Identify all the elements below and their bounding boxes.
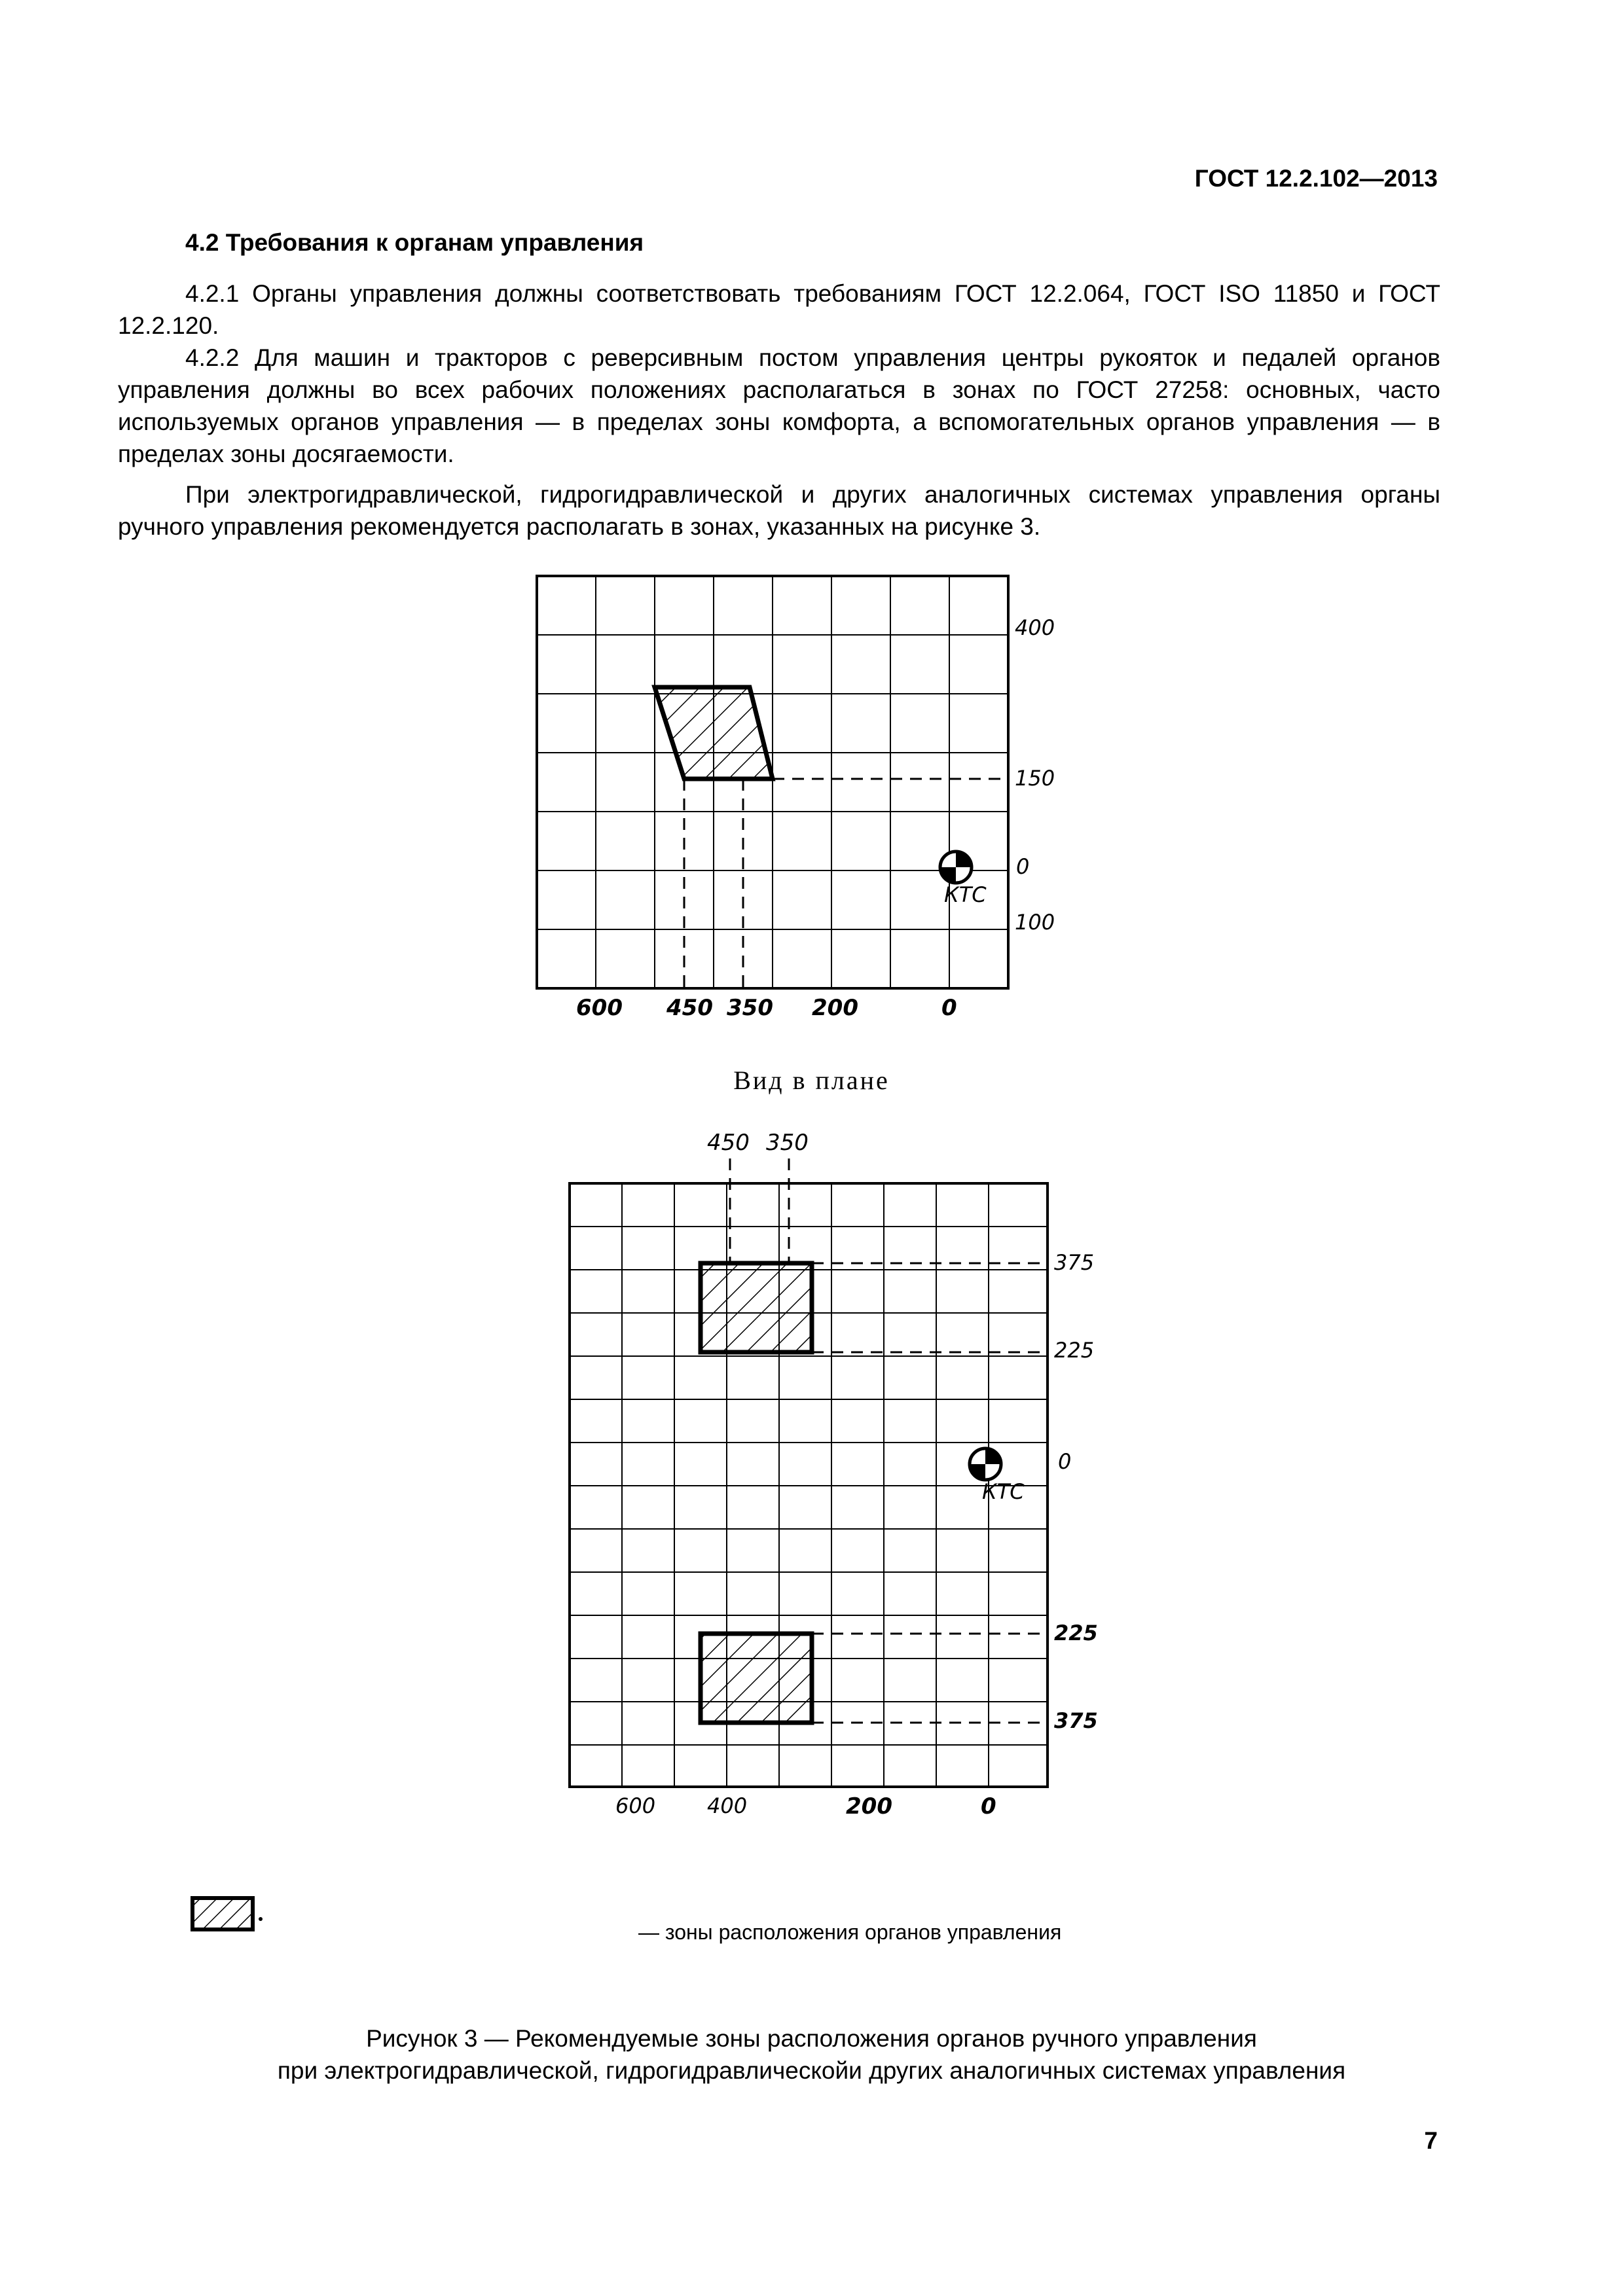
plan-bottom-label: 450	[666, 995, 713, 1021]
front-bottom-label: 200	[846, 1793, 892, 1820]
front-lower-hatched-zone	[701, 1634, 812, 1723]
ktc-center-marker	[970, 1448, 1001, 1480]
ktc-center-marker	[940, 852, 972, 883]
ktc-label: КТС	[944, 882, 987, 907]
plan-right-label: 100	[1015, 910, 1055, 935]
paragraph-hand-controls	[118, 478, 1440, 543]
front-top-label: 350	[766, 1130, 809, 1156]
paragraph-text: При электрогидравлической, гидрогидравлической и других аналогичных системах управления органы ручного управления рекомендуется располагать в зонах, указанных на рисунке 3.	[118, 481, 1440, 540]
section-heading: 4.2 Требования к органам управления	[185, 229, 644, 256]
paragraph-4-2-1	[118, 278, 1440, 342]
plan-bottom-label: 0	[941, 995, 957, 1021]
front-right-label: 0	[1058, 1449, 1072, 1474]
front-right-label: 375	[1054, 1250, 1095, 1275]
figure-front-view	[543, 1130, 1133, 1833]
plan-view-caption: Вид в плане	[733, 1066, 890, 1095]
front-bottom-label: 400	[707, 1793, 748, 1818]
plan-grid	[537, 576, 1008, 988]
page-number: 7	[1424, 2127, 1438, 2154]
paragraph-text: 4.2.1 Органы управления должны соответствовать требованиям ГОСТ 12.2.064, ГОСТ ISO 11850 и ГОСТ 12.2.120.	[118, 280, 1440, 339]
plan-hatched-zone	[655, 687, 773, 779]
plan-bottom-label: 200	[812, 995, 858, 1021]
plan-bottom-label: 350	[727, 995, 773, 1021]
front-view-drawing	[543, 1145, 1133, 1833]
figure-caption-line2: при электрогидравлической, гидрогидравлическойи других аналогичных системах управления	[277, 2057, 1346, 2084]
front-bottom-label: 600	[615, 1793, 656, 1818]
front-right-label: 375	[1054, 1708, 1098, 1733]
figure-plan-view	[511, 563, 1100, 1034]
figure-caption-line1: Рисунок 3 — Рекомендуемые зоны расположения органов ручного управления	[366, 2025, 1257, 2052]
legend-text: — зоны расположения органов управления	[638, 1920, 1062, 1944]
front-upper-hatched-zone	[701, 1263, 812, 1352]
legend-swatch	[190, 1892, 268, 1941]
ktc-label: КТС	[982, 1479, 1025, 1504]
paragraph-4-2-2	[118, 342, 1440, 470]
front-top-label: 450	[707, 1130, 750, 1156]
front-right-label: 225	[1054, 1338, 1095, 1363]
plan-right-label: 150	[1015, 766, 1055, 791]
paragraph-text: 4.2.2 Для машин и тракторов с реверсивным постом управления центры рукояток и педалей органов управления должны во всех рабочих положениях располагаться в зонах по ГОСТ 27258: основных, часто используемых органов управления — в пределах зоны комфорта, а вспомогательных органов управления — в пределах зоны досягаемости.	[118, 344, 1440, 467]
plan-right-label: 0	[1016, 854, 1030, 879]
document-header: ГОСТ 12.2.102—2013	[1194, 165, 1438, 192]
front-bottom-label: 0	[981, 1793, 996, 1820]
plan-bottom-label: 600	[576, 995, 623, 1021]
plan-right-label: 400	[1015, 615, 1055, 640]
plan-view-drawing	[511, 563, 1100, 1034]
front-right-label: 225	[1054, 1621, 1098, 1645]
